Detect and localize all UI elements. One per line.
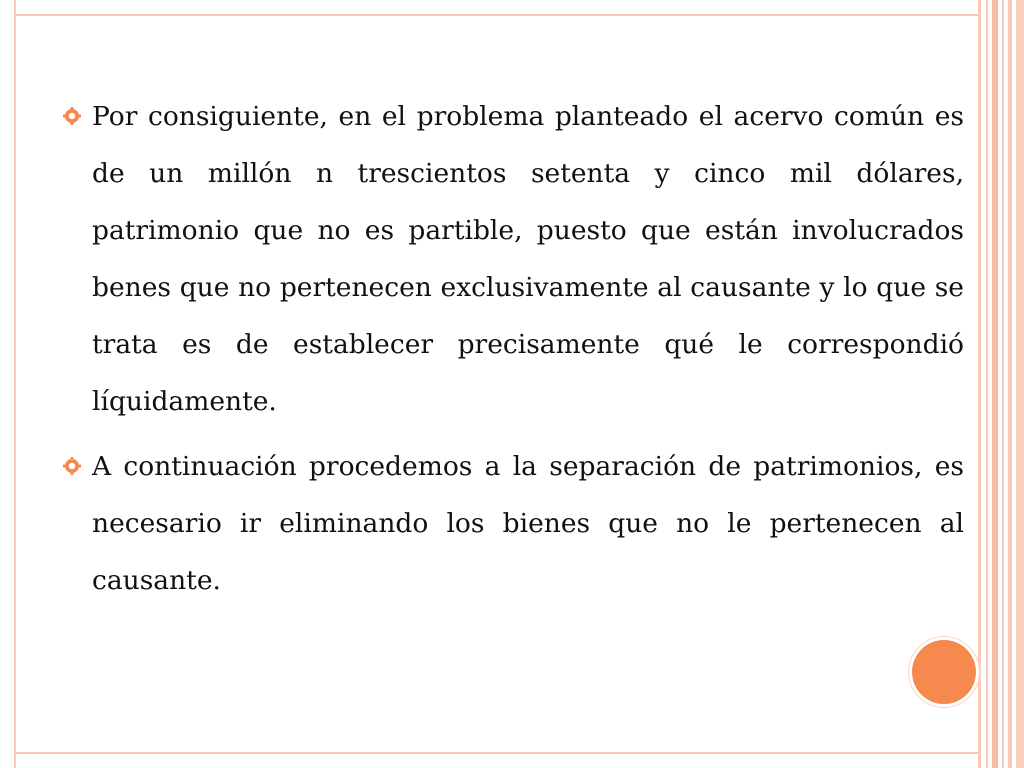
decorative-stripe	[1016, 0, 1024, 768]
frame-left-line	[14, 0, 16, 768]
bullet-item	[62, 88, 964, 430]
decorative-stripe	[1002, 0, 1004, 768]
decorative-stripe	[992, 0, 998, 768]
orange-circle-ornament	[912, 640, 976, 704]
gear-bullet-icon	[62, 456, 82, 476]
gear-bullet-icon	[62, 106, 82, 126]
bullet-item	[62, 438, 964, 609]
bullet-text: Por consiguiente, en el problema planteado el acervo común es de un millón n trescientos setenta y cinco mil dólares, patrimonio que no es partible, puesto que están involucrados benes que no pertenecen exclusivamente al causante y lo que se trata es de establecer precisamente qué le correspondió líquidamente.	[92, 101, 964, 417]
decorative-stripe	[1008, 0, 1012, 768]
decorative-stripe	[986, 0, 988, 768]
frame-bottom-line	[14, 752, 978, 754]
slide-content	[62, 88, 964, 617]
bullet-text: A continuación procedemos a la separación de patrimonios, es necesario ir eliminando los bienes que no le pertenecen al causante.	[92, 451, 964, 596]
frame-top-line	[14, 14, 978, 16]
decorative-stripe	[978, 0, 981, 768]
